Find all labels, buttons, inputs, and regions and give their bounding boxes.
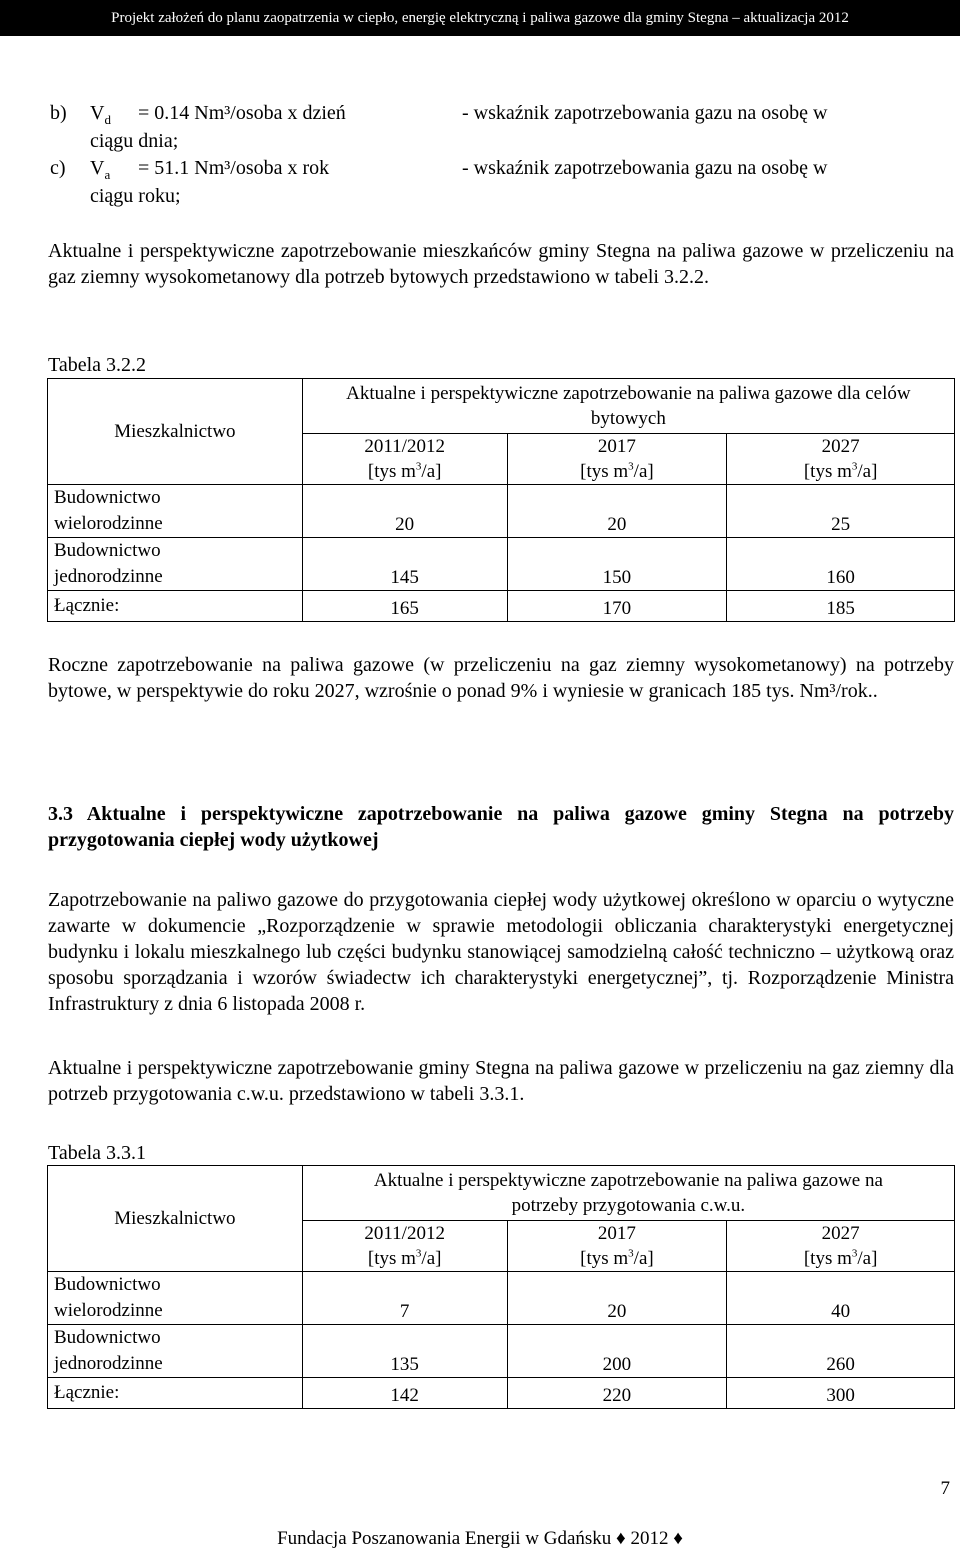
value-cell: 20 bbox=[507, 1272, 727, 1325]
table-row bbox=[48, 485, 955, 538]
unit-cell: [tys $m^3/a$] bbox=[727, 459, 955, 485]
table-3-3-1 bbox=[47, 1165, 955, 1409]
list-marker: b) bbox=[50, 102, 67, 124]
row-label: Łącznie: bbox=[48, 591, 303, 622]
value-cell: 200 bbox=[507, 1325, 727, 1378]
table-row bbox=[48, 1272, 955, 1325]
year-cell: 2011/2012 bbox=[302, 434, 507, 460]
symbol-vd: $V_d$ bbox=[90, 102, 111, 127]
list-item-b bbox=[50, 100, 920, 126]
row-label: Budownictwo wielorodzinne bbox=[48, 485, 303, 538]
value-cell: 20 bbox=[302, 485, 507, 538]
column-header-cell: Aktualne i perspektywiczne zapotrzebowanie na paliwa gazowe dla celów bytowych bbox=[302, 379, 954, 434]
value-cell: 165 bbox=[302, 591, 507, 622]
page-footer: Fundacja Poszanowania Energii w Gdańsku ♦ 2012 ♦ bbox=[277, 1528, 683, 1549]
unit-cell: [tys $m^3/a$] bbox=[507, 1246, 727, 1272]
unit-cell: [tys $m^3/a$] bbox=[507, 459, 727, 485]
table-3-2-2 bbox=[47, 378, 955, 622]
value-cell: 25 bbox=[727, 485, 955, 538]
row-label: Budownictwo jednorodzinne bbox=[48, 1325, 303, 1378]
paragraph: Zapotrzebowanie na paliwo gazowe do przygotowania ciepłej wody użytkowej określono w oparciu o wytyczne zawarte w dokumencie „Rozporządzenie w sprawie metodologii obliczania charakterystyki energetycznej budynku i lokalu mieszkalnego lub części budynku stanowiącej samodzielną całość techniczno – użytkową oraz sposobu sporządzania i wzorów świadectw ich charakterystyki energetycznej”, tj. Rozporządzenie Ministra Infrastruktury z dnia 6 listopada 2008 r. bbox=[48, 889, 954, 1015]
year-cell: 2027 bbox=[727, 1221, 955, 1247]
unit-cell: [tys $m^3/a$] bbox=[302, 1246, 507, 1272]
formula: = 0.14 Nm³/osoba x dzień bbox=[138, 102, 346, 124]
table-caption: Tabela 3.3.1 bbox=[48, 1142, 147, 1164]
row-header-cell: Mieszkalnictwo bbox=[48, 379, 303, 485]
formula: = 51.1 Nm³/osoba x rok bbox=[138, 157, 330, 179]
list-item-c-cont: ciągu roku; bbox=[90, 185, 181, 207]
value-cell: 20 bbox=[507, 485, 727, 538]
value-cell: 145 bbox=[302, 538, 507, 591]
paragraph: Aktualne i perspektywiczne zapotrzebowanie gminy Stegna na paliwa gazowe w przeliczeniu na gaz ziemny dla potrzeb przygotowania c.w.u. przedstawiono w tabeli 3.3.1. bbox=[48, 1057, 954, 1105]
row-label: Łącznie: bbox=[48, 1378, 303, 1409]
row-header-cell: Mieszkalnictwo bbox=[48, 1166, 303, 1272]
section-number: 3.3 bbox=[48, 803, 73, 825]
list-item-b-cont: ciągu dnia; bbox=[90, 130, 179, 152]
value-cell: 260 bbox=[727, 1325, 955, 1378]
value-cell: 40 bbox=[727, 1272, 955, 1325]
value-cell: 150 bbox=[507, 538, 727, 591]
table-caption: Tabela 3.2.2 bbox=[48, 354, 147, 376]
paragraph: Aktualne i perspektywiczne zapotrzebowanie mieszkańców gminy Stegna na paliwa gazowe w przeliczeniu na gaz ziemny wysokometanowy dla potrzeb bytowych przedstawiono w tabeli 3.2.2. bbox=[48, 240, 954, 288]
section-heading bbox=[48, 801, 954, 853]
row-label: Budownictwo jednorodzinne bbox=[48, 538, 303, 591]
table-row bbox=[48, 538, 955, 591]
year-cell: 2017 bbox=[507, 1221, 727, 1247]
symbol-va: $V_a$ bbox=[90, 157, 111, 182]
table-row-total bbox=[48, 591, 955, 622]
table-row bbox=[48, 1325, 955, 1378]
unit-cell: [tys $m^3/a$] bbox=[727, 1246, 955, 1272]
row-label: Budownictwo wielorodzinne bbox=[48, 1272, 303, 1325]
paragraph: Roczne zapotrzebowanie na paliwa gazowe (w przeliczeniu na gaz ziemny wysokometanowy) na potrzeby bytowe, w perspektywie do roku 2027, wzrośnie o ponad 9% i wyniesie w granicach 185 tys. Nm³/rok.. bbox=[48, 654, 954, 702]
value-cell: 7 bbox=[302, 1272, 507, 1325]
year-cell: 2027 bbox=[727, 434, 955, 460]
section-title: Aktualne i perspektywiczne zapotrzebowanie na paliwa gazowe gminy Stegna na potrzeby przygotowania ciepłej wody użytkowej bbox=[48, 803, 955, 851]
value-cell: 300 bbox=[727, 1378, 955, 1409]
column-header-cell: Aktualne i perspektywiczne zapotrzebowanie na paliwa gazowe na potrzeby przygotowania c.w.u. bbox=[302, 1166, 954, 1221]
year-cell: 2017 bbox=[507, 434, 727, 460]
value-cell: 142 bbox=[302, 1378, 507, 1409]
value-cell: 135 bbox=[302, 1325, 507, 1378]
year-cell: 2011/2012 bbox=[302, 1221, 507, 1247]
value-cell: 185 bbox=[727, 591, 955, 622]
page-header: Projekt założeń do planu zaopatrzenia w ciepło, energię elektryczną i paliwa gazowe dla gminy Stegna – aktualizacja 2012 bbox=[0, 0, 960, 36]
table-row-total bbox=[48, 1378, 955, 1409]
list-desc: - wskaźnik zapotrzebowania gazu na osobę w bbox=[462, 157, 828, 179]
value-cell: 170 bbox=[507, 591, 727, 622]
unit-cell: [tys $m^3/a$] bbox=[302, 459, 507, 485]
page-number: 7 bbox=[940, 1478, 950, 1499]
list-item-c bbox=[50, 155, 920, 181]
value-cell: 160 bbox=[727, 538, 955, 591]
list-marker: c) bbox=[50, 157, 66, 179]
list-desc: - wskaźnik zapotrzebowania gazu na osobę w bbox=[462, 102, 828, 124]
value-cell: 220 bbox=[507, 1378, 727, 1409]
